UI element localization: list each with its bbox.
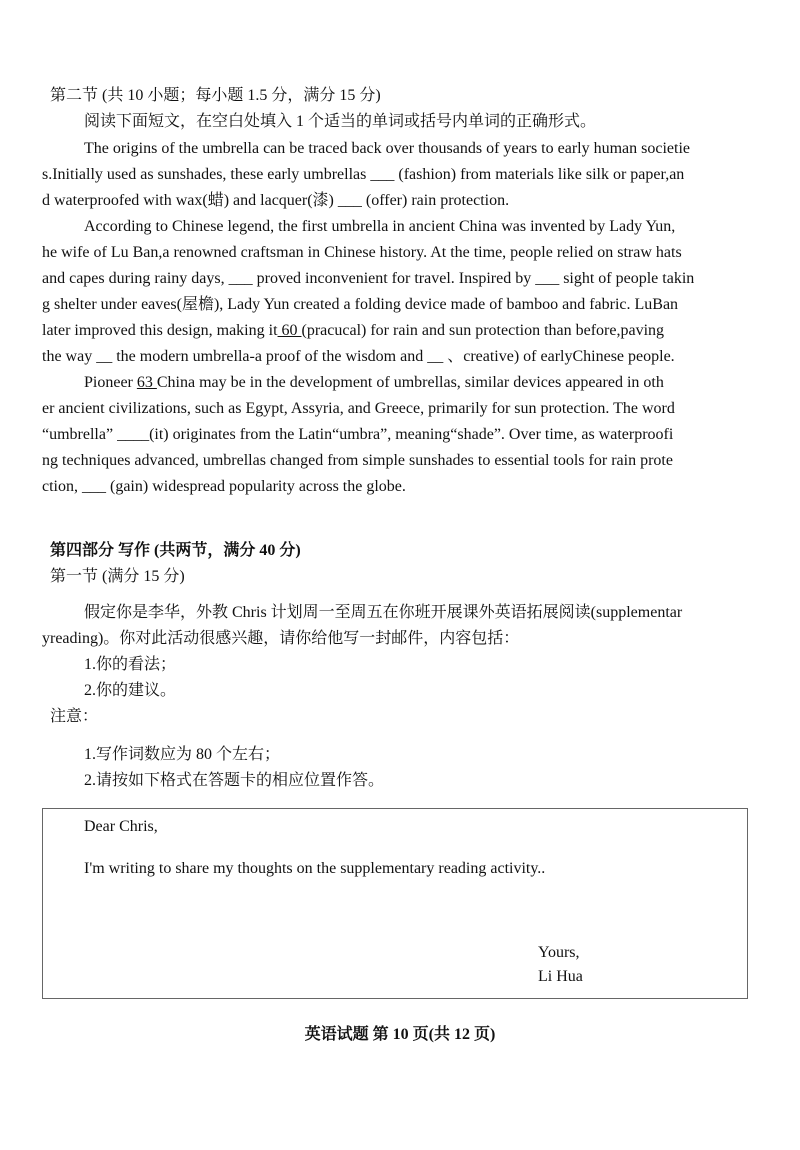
part4-section1-heading: 第一节 (满分 15 分) (50, 568, 185, 585)
passage-line-13: ng techniques advanced, umbrellas changed from simple sunshades to essential tools for rain prote (42, 452, 673, 469)
passage-line-12: “umbrella” ____(it) originates from the Latin“umbra”, meaning“shade”. Over time, as waterproofi (42, 426, 674, 443)
blank-63: 63 (136, 374, 157, 391)
page-footer: 英语试题 第 10 页(共 12 页) (304, 1026, 496, 1043)
letter-closing: Yours, (538, 944, 580, 961)
prompt-line-1: 假定你是李华，外教 Chris 计划周一至周五在你班开展课外英语拓展阅读(supplementar (84, 604, 683, 621)
prompt-item-1: 1.你的看法； (84, 656, 177, 673)
part4-heading: 第四部分 写作 (共两节，满分 40 分) (50, 542, 301, 559)
passage-line-2: s.Initially used as sunshades, these early umbrellas ___ (fashion) from materials like silk or paper,an (42, 166, 685, 183)
passage-line-7: g shelter under eaves(屋檐), Lady Yun created a folding device made of bamboo and fabric. LuBan (42, 296, 679, 313)
passage-line-11: er ancient civilizations, such as Egypt, Assyria, and Greece, primarily for sun protection. The word (42, 400, 675, 417)
passage-line-1: The origins of the umbrella can be traced back over thousands of years to early human societie (84, 140, 690, 157)
passage-line-9: the way __ the modern umbrella-a proof of the wisdom and __ 、creative) of earlyChinese people. (42, 348, 675, 365)
section2-heading: 第二节 (共 10 小题；每小题 1.5 分，满分 15 分) (50, 87, 381, 104)
letter-opening: I'm writing to share my thoughts on the supplementary reading activity.. (84, 860, 546, 877)
passage-line-14: ction, ___ (gain) widespread popularity across the globe. (42, 478, 406, 495)
note-label: 注意： (50, 708, 99, 725)
prompt-item-2: 2.你的建议。 (84, 682, 177, 699)
note-1: 1.写作词数应为 80 个左右； (84, 746, 281, 763)
passage-line-5: he wife of Lu Ban,a renowned craftsman in Chinese history. At the time, people relied on straw hats (42, 244, 682, 261)
note-2: 2.请按如下格式在答题卡的相应位置作答。 (84, 772, 385, 789)
letter-salutation: Dear Chris, (84, 818, 158, 835)
passage-line-4: According to Chinese legend, the first umbrella in ancient China was invented by Lady Yun, (84, 218, 676, 235)
blank-60: 60 (277, 322, 302, 339)
passage-line-6: and capes during rainy days, ___ proved inconvenient for travel. Inspired by ___ sight of people takin (42, 270, 695, 287)
passage-line-8: later improved this design, making it 60 (pracucal) for rain and sun protection than before,paving (42, 322, 665, 339)
section2-instruction: 阅读下面短文，在空白处填入 1 个适当的单词或括号内单词的正确形式。 (84, 113, 597, 130)
passage-line-10: Pioneer 63 China may be in the development of umbrellas, similar devices appeared in oth (84, 374, 664, 391)
letter-signature: Li Hua (538, 968, 583, 985)
prompt-line-2: yreading)。你对此活动很感兴趣，请你给他写一封邮件，内容包括： (42, 630, 520, 647)
passage-line-3: d waterproofed with wax(蜡) and lacquer(漆) ___ (offer) rain protection. (42, 192, 510, 209)
